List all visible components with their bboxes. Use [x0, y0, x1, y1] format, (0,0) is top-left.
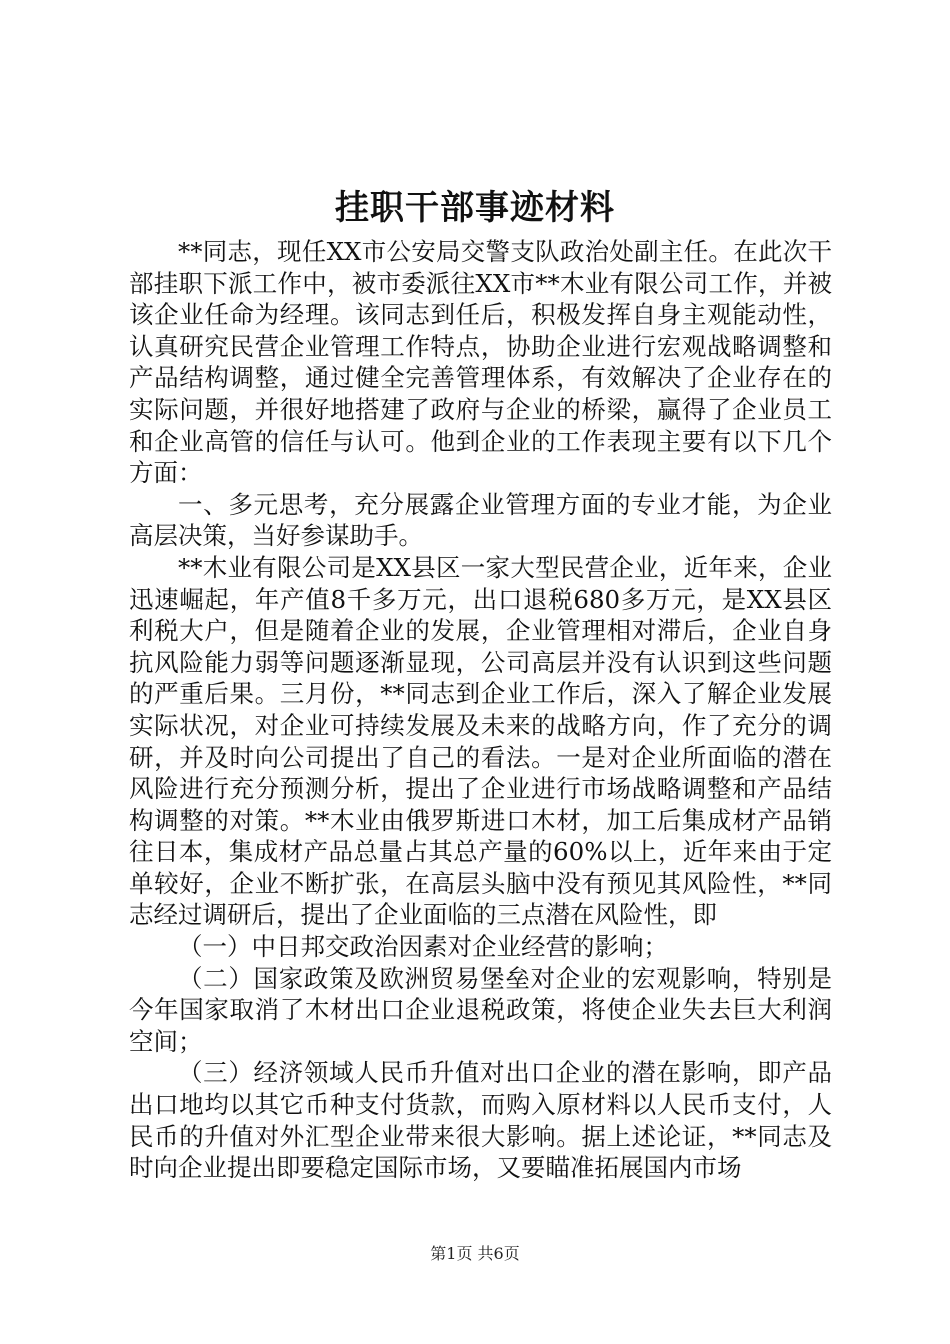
paragraph-risk-one: （一）中日邦交政治因素对企业经营的影响；	[178, 932, 668, 962]
paragraph-section-heading: 一、多元思考，充分展露企业管理方面的专业才能，为企业高层决策，当好参谋助手。	[129, 489, 832, 551]
paragraph-risk-three: （三）经济领域人民币升值对出口企业的潜在影响，即产品出口地均以其它币种支付货款，而购入原材料以人民币支付，人民币的升值对外汇型企业带来很大影响。据上述论证，**同志及时向企业提出即要稳定国际市场，又要瞄准拓展国内市场	[129, 1058, 832, 1183]
document-body	[129, 236, 832, 1184]
paragraph-intro: **同志，现任XX市公安局交警支队政治处副主任。在此次干部挂职下派工作中，被市委派往XX市**木业有限公司工作，并被该企业任命为经理。该同志到任后，积极发挥自身主观能动性，认真研究民营企业管理工作特点，协助企业进行宏观战略调整和产品结构调整，通过健全完善管理体系，有效解决了企业存在的实际问题，并很好地搭建了政府与企业的桥梁，赢得了企业员工和企业高管的信任与认可。他到企业的工作表现主要有以下几个方面：	[129, 237, 832, 488]
page-number-footer: 第1页 共6页	[430, 1244, 520, 1263]
paragraph-risk-two: （二）国家政策及欧洲贸易堡垒对企业的宏观影响，特别是今年国家取消了木材出口企业退税政策，将使企业失去巨大利润空间；	[129, 963, 832, 1056]
document-title: 挂职干部事迹材料	[335, 188, 615, 228]
paragraph-company-background: **木业有限公司是XX县区一家大型民营企业，近年来，企业迅速崛起，年产值8千多万元，出口退税680多万元，是XX县区利税大户，但是随着企业的发展，企业管理相对滞后，企业自身抗风险能力弱等问题逐渐显现，公司高层并没有认识到这些问题的严重后果。三月份，**同志到企业工作后，深入了解企业发展实际状况，对企业可持续发展及未来的战略方向，作了充分的调研，并及时向公司提出了自己的看法。一是对企业所面临的潜在风险进行充分预测分析，提出了企业进行市场战略调整和产品结构调整的对策。**木业由俄罗斯进口木材，加工后集成材产品销往日本，集成材产品总量占其总产量的60%以上，近年来由于定单较好，企业不断扩张，在高层头脑中没有预见其风险性，**同志经过调研后，提出了企业面临的三点潜在风险性，即	[129, 552, 832, 930]
